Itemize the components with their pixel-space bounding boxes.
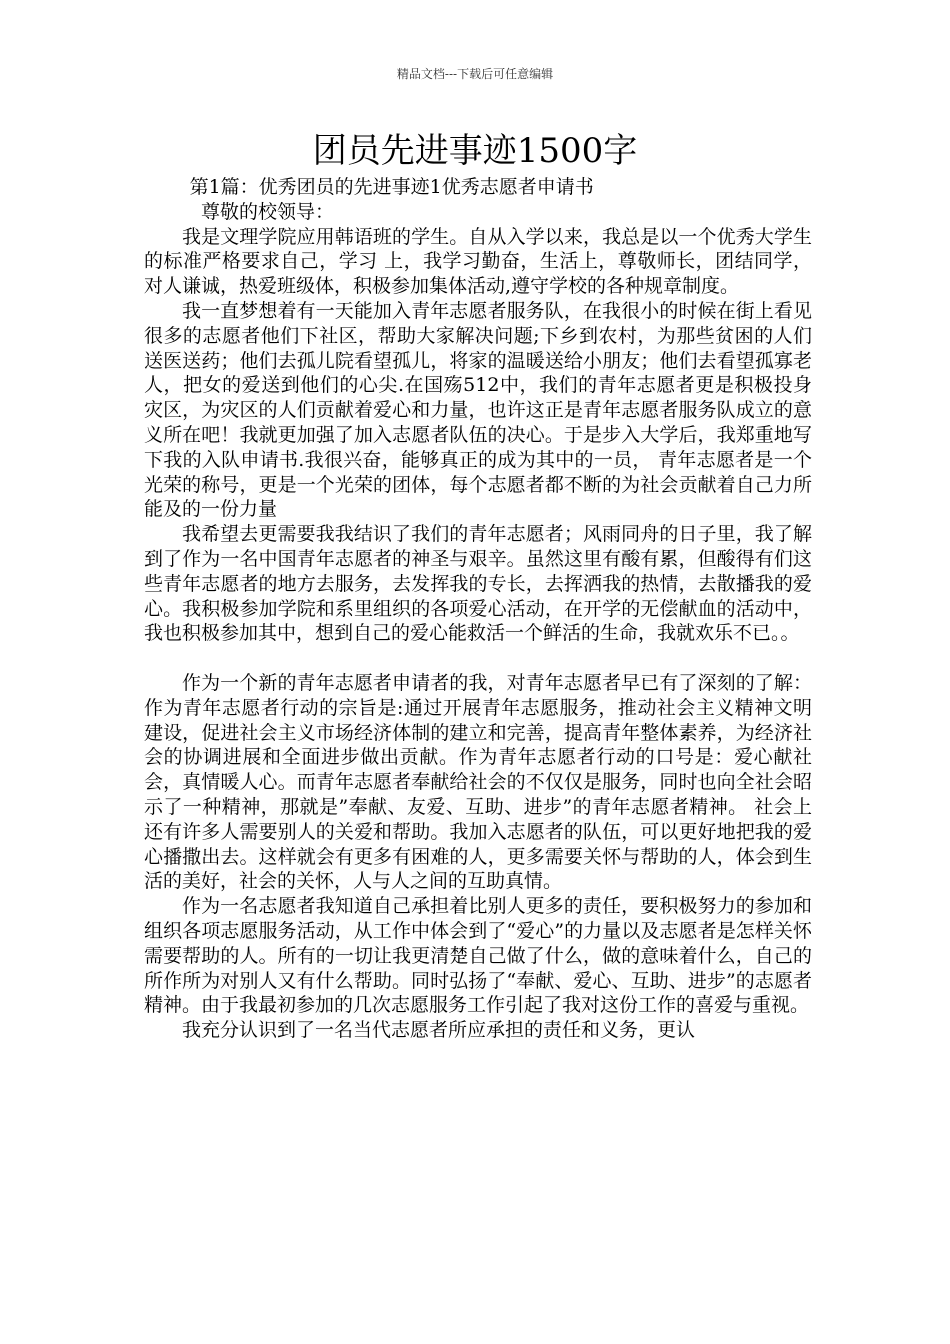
paragraph: 我一直梦想着有一天能加入青年志愿者服务队，在我很小的时候在街上看见很多的志愿者他们下社区，帮助大家解决问题;下乡到农村，为那些贫困的人们送医送药；他们去孤儿院看望孤儿，将家的温暖送给小朋友；他们去看望孤寡老人，把女的爱送到他们的心尖.在国殇512中，我们的青年志愿者更是积极投身灾区，为灾区的人们贡献着爱心和力量，也许这正是青年志愿者服务队成立的意义所在吧！我就更加强了加入志愿者队伍的决心。于是步入大学后，我郑重地写下我的入队申请书.我很兴奋，能够真正的成为其中的一员， 青年志愿者是一个光荣的称号，更是一个光荣的团体，每个志愿者都不断的为社会贡献着自己力所能及的一份力量 [144,299,812,521]
paragraph: 我希望去更需要我我结识了我们的青年志愿者；风雨同舟的日子里，我了解到了作为一名中国青年志愿者的神圣与艰辛。虽然这里有酸有累，但酸得有们这些青年志愿者的地方去服务，去发挥我的专长，去挥洒我的热情，去散播我的爱心。我积极参加学院和系里组织的各项爱心活动，在开学的无偿献血的活动中，我也积极参加其中，想到自己的爱心能救活一个鲜活的生命，我就欢乐不已。。 [144,523,812,645]
paragraph: 我是文理学院应用韩语班的学生。自从入学以来，我总是以一个优秀大学生的标准严格要求自己，学习 上，我学习勤奋，生活上，尊敬师长，团结同学，对人谦诚，热爱班级体，积极参加集体活动,遵守学校的各种规章制度。 [144,225,812,298]
chapter-heading: 第1篇：优秀团员的先进事迹1优秀志愿者申请书 [189,176,594,198]
page-header: 精品文档---下载后可任意编辑 [396,67,554,81]
paragraph: 作为一名志愿者我知道自己承担着比别人更多的责任，要积极努力的参加和组织各项志愿服务活动，从工作中体会到了“爱心”的力量以及志愿者是怎样关怀需要帮助的人。所有的一切让我更清楚自己做了什么，做的意味着什么，自己的所作所为对别人又有什么帮助。同时弘扬了“奉献、爱心、互助、进步”的志愿者精神。由于我最初参加的几次志愿服务工作引起了我对这份工作的喜爱与重视。 [144,895,812,1017]
paragraph: 我充分认识到了一名当代志愿者所应承担的责任和义务，更认 [182,1019,696,1042]
paragraph: 作为一个新的青年志愿者申请者的我，对青年志愿者早已有了深刻的了解：作为青年志愿者行动的宗旨是:通过开展青年志愿服务，推动社会主义精神文明建设，促进社会主义市场经济体制的建立和完善，提高青年整体素养，为经济社会的协调进展和全面进步做出贡献。作为青年志愿者行动的口号是：爱心献社会，真情暖人心。而青年志愿者奉献给社会的不仅仅是服务，同时也向全社会昭示了一种精神，那就是”奉献、友爱、互助、进步”的青年志愿者精神。 社会上还有许多人需要别人的关爱和帮助。我加入志愿者的队伍，可以更好地把我的爱心播撒出去。这样就会有更多有困难的人，更多需要关怀与帮助的人，体会到生活的美好，社会的关怀，人与人之间的互助真情。 [144,671,812,893]
salutation: 尊敬的校领导： [201,200,335,223]
document-body [144,175,812,1043]
document-title: 团员先进事迹1500字 [312,131,638,171]
